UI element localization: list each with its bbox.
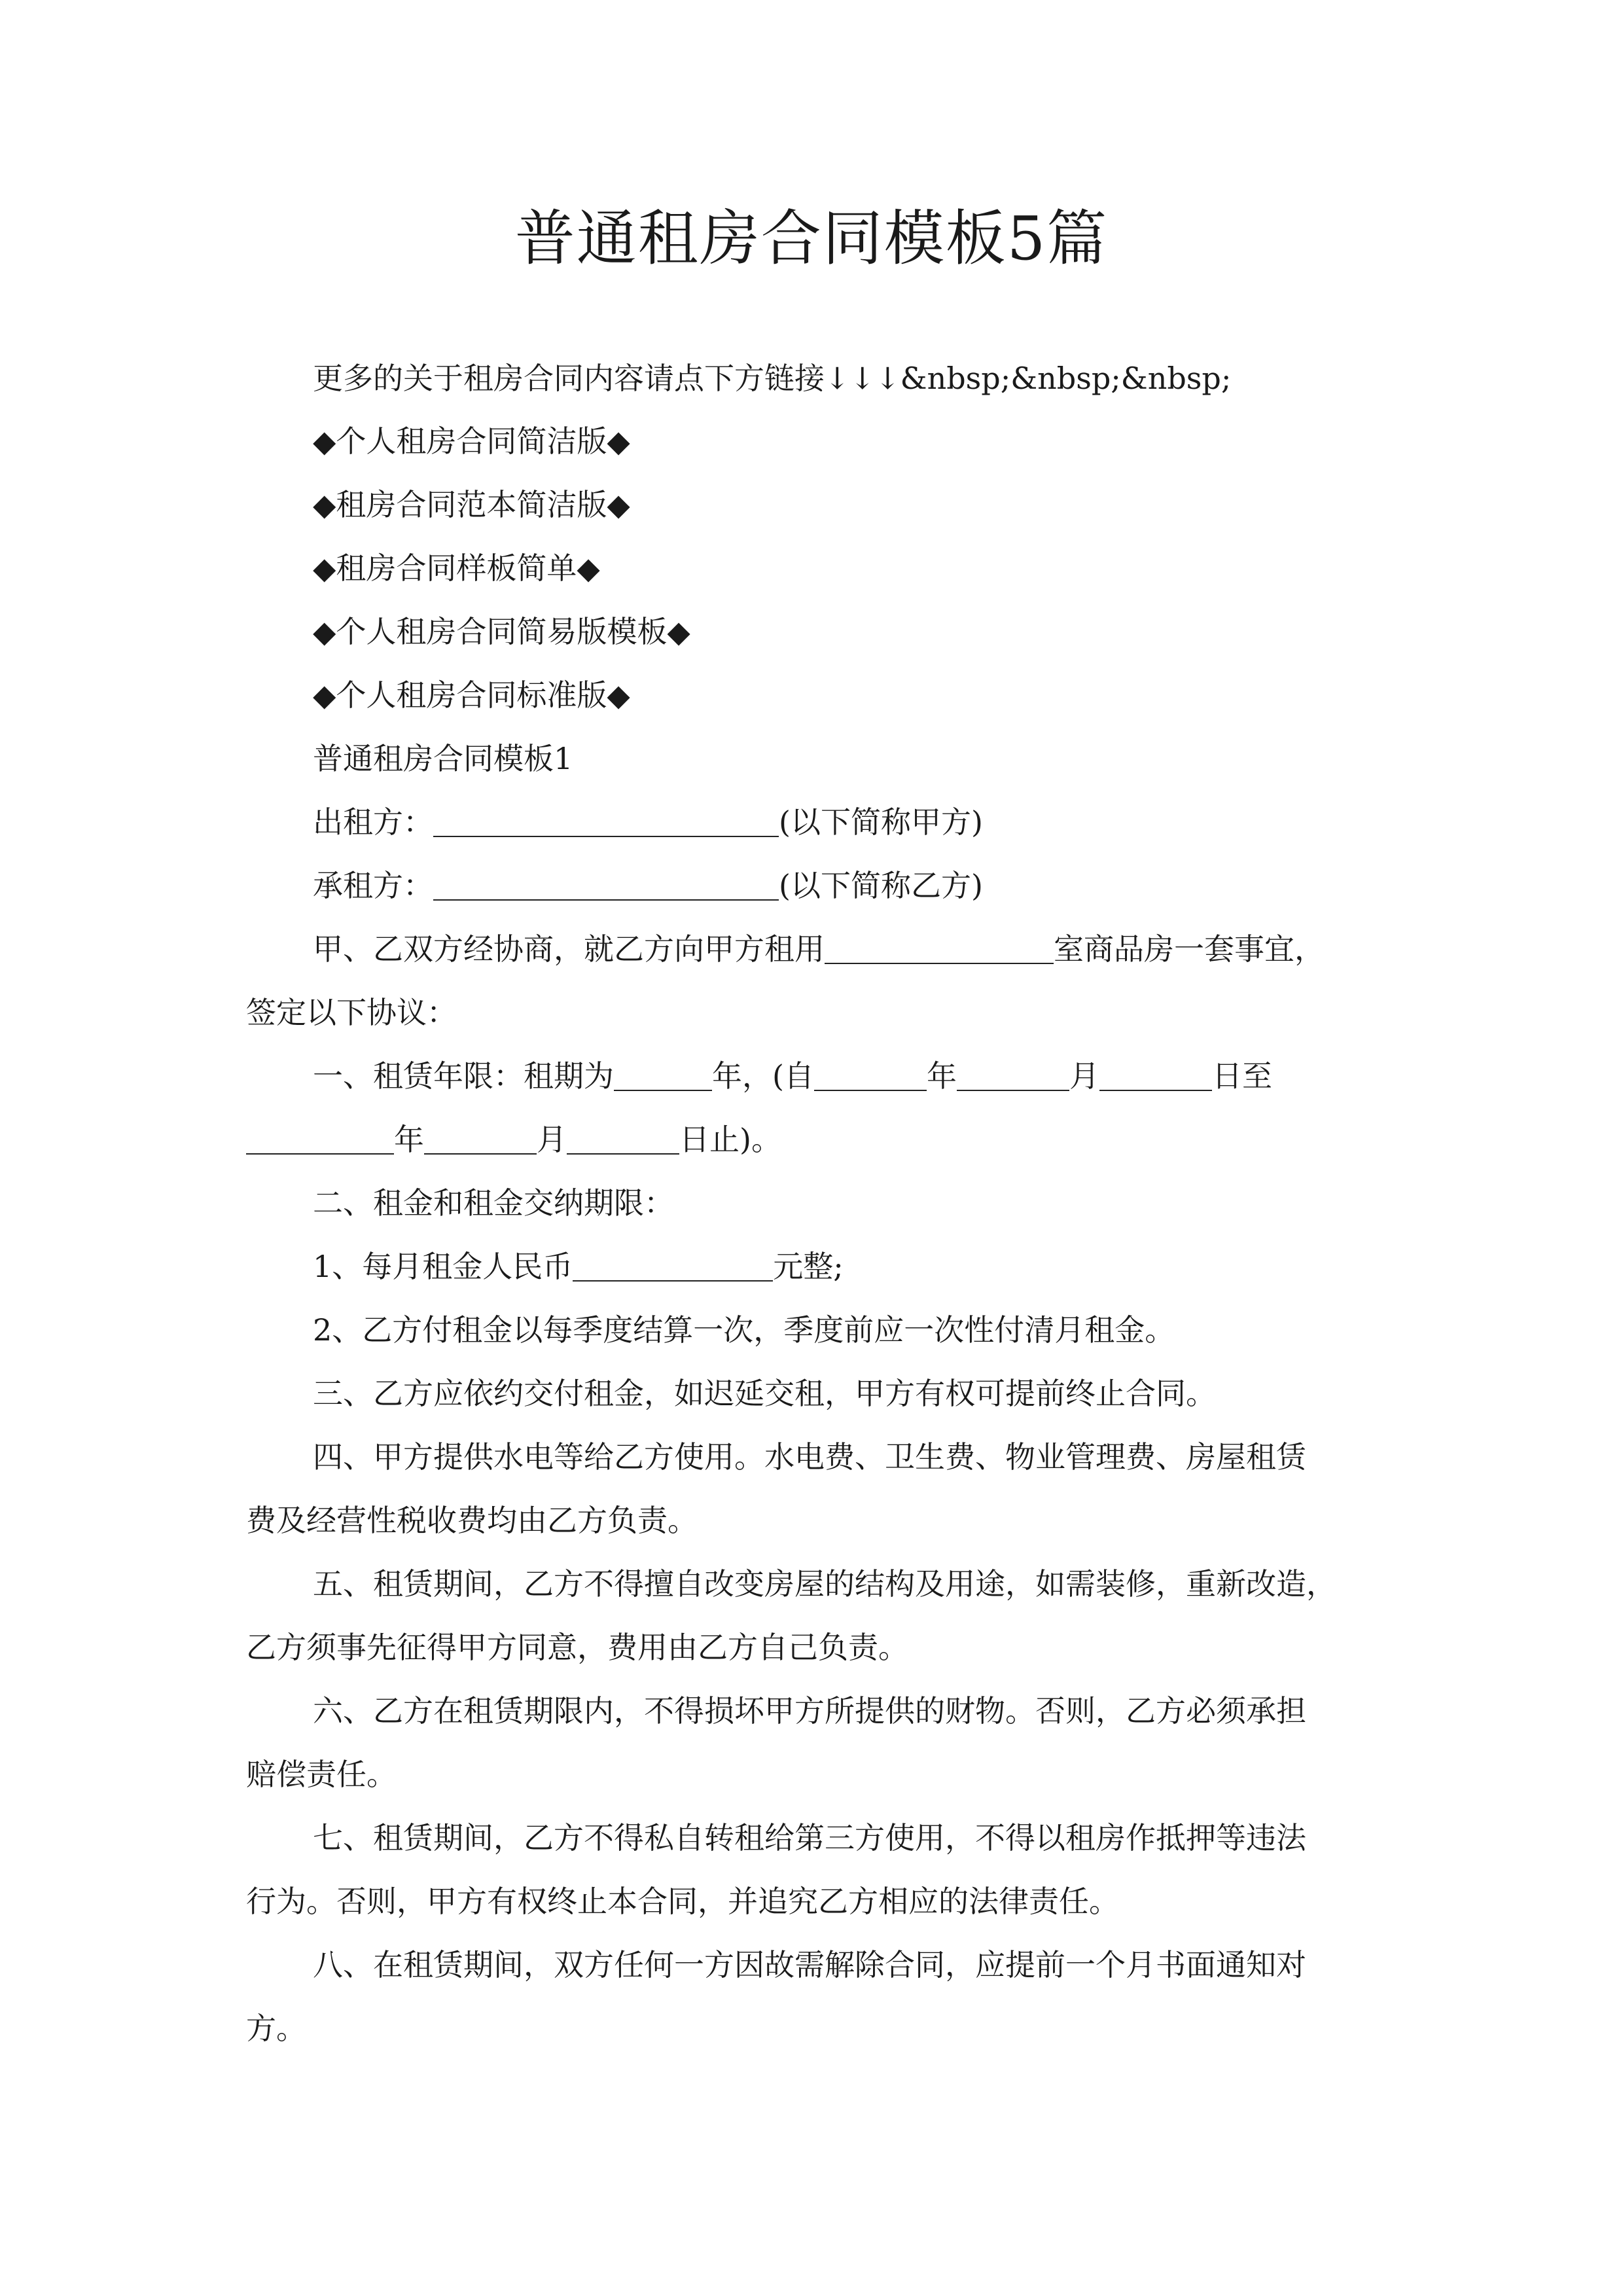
clause1-e: 日至 [1211,1058,1272,1094]
clause1-b: 年，(自 [712,1058,814,1094]
clause2-2: 2、乙方付租金以每季度结算一次，季度前应一次性付清月租金。 [313,1312,1175,1348]
clause4-line1: 四、甲方提供水电等给乙方使用。水电费、卫生费、物业管理费、房屋租赁 [313,1439,1306,1475]
clause1-c: 年 [926,1058,957,1094]
clause8-line1: 八、在租赁期间，双方任何一方因故需解除合同，应提前一个月书面通知对 [313,1947,1306,1982]
lessor-line [313,799,983,845]
lessor-blank [433,799,779,837]
lessee-line [313,863,983,908]
link-item-2[interactable]: ◆租房合同范本简洁版◆ [313,487,630,522]
clause8-line2: 方。 [246,2011,306,2046]
end-year-blank [246,1117,394,1155]
clause1-a: 一、租赁年限：租期为 [313,1058,614,1094]
lessor-suffix: (以下简称甲方) [779,804,983,840]
rent-amount-blank [573,1244,773,1282]
intro-part1: 甲、乙双方经协商，就乙方向甲方租用 [313,931,825,967]
link-item-4[interactable]: ◆个人租房合同简易版模板◆ [313,614,690,649]
intro-paragraph-line1 [313,926,1325,972]
lessee-blank [433,863,779,901]
document-title: 普通租房合同模板5篇 [514,204,1109,274]
clause3: 三、乙方应依约交付租金，如迟延交租，甲方有权可提前终止合同。 [313,1376,1216,1411]
lessee-suffix: (以下简称乙方) [779,868,983,903]
intro-paragraph-line2: 签定以下协议： [246,995,457,1030]
intro-part2: 室商品房一套事宜， [1054,931,1325,967]
clause1-line1 [313,1053,1272,1099]
clause7-line2: 行为。否则，甲方有权终止本合同，并追究乙方相应的法律责任。 [246,1884,1119,1919]
intro-text: 更多的关于租房合同内容请点下方链接↓↓↓&nbsp;&nbsp;&nbsp; [313,361,1232,396]
clause1-line2 [246,1117,781,1162]
clause1-f: 年 [394,1122,424,1157]
clause2-1-line [313,1244,844,1289]
link-item-1[interactable]: ◆个人租房合同简洁版◆ [313,423,630,459]
clause6-line2: 赔偿责任。 [246,1757,397,1792]
link-item-3[interactable]: ◆租房合同样板简单◆ [313,550,600,586]
clause1-g: 月 [537,1122,567,1157]
end-month-blank [424,1117,537,1155]
room-blank [825,926,1054,964]
clause2-1-a: 1、每月租金人民币 [313,1249,573,1284]
clause6-line1: 六、乙方在租赁期限内，不得损坏甲方所提供的财物。否则，乙方必须承担 [313,1693,1306,1729]
end-day-blank [567,1117,679,1155]
clause1-h: 日止)。 [679,1122,781,1157]
clause1-d: 月 [1069,1058,1099,1094]
clause4-line2: 费及经营性税收费均由乙方负责。 [246,1503,698,1538]
clause5-line1: 五、租赁期间，乙方不得擅自改变房屋的结构及用途，如需装修，重新改造， [313,1566,1336,1602]
lessee-label: 承租方： [313,868,433,903]
section-heading: 普通租房合同模板1 [313,741,573,776]
term-years-blank [614,1053,712,1091]
start-year-blank [814,1053,927,1091]
lessor-label: 出租方： [313,804,433,840]
start-day-blank [1099,1053,1212,1091]
clause2-1-b: 元整; [773,1249,844,1284]
clause2-heading: 二、租金和租金交纳期限： [313,1185,674,1221]
clause7-line1: 七、租赁期间，乙方不得私自转租给第三方使用，不得以租房作抵押等违法 [313,1820,1306,1856]
start-month-blank [957,1053,1069,1091]
link-item-5[interactable]: ◆个人租房合同标准版◆ [313,677,630,713]
clause5-line2: 乙方须事先征得甲方同意，费用由乙方自己负责。 [246,1630,908,1665]
